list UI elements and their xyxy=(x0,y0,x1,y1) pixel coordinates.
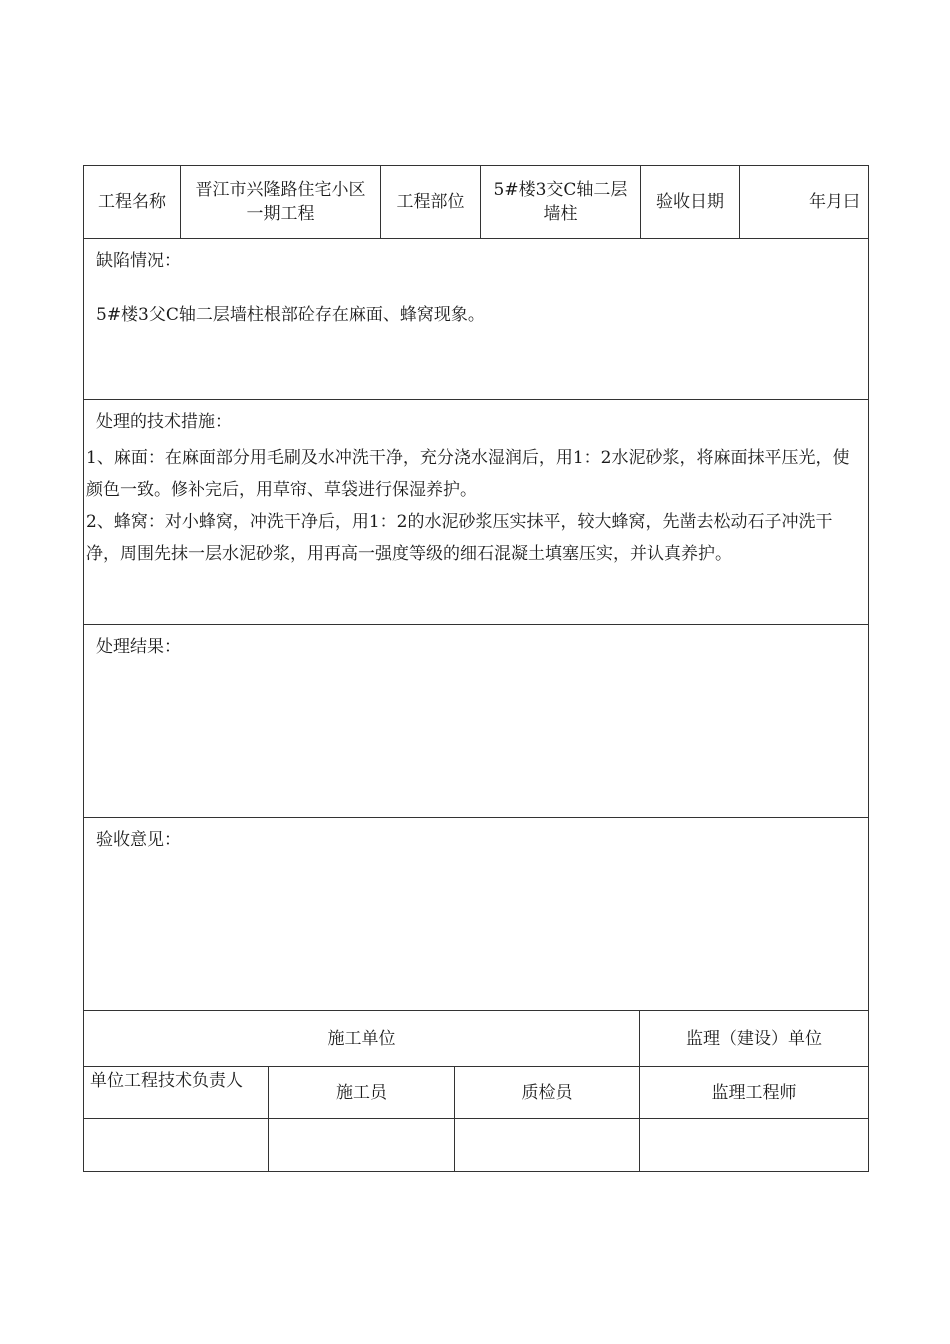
signature-row xyxy=(84,1119,868,1171)
result-title: 处理结果： xyxy=(96,637,181,657)
location-value: 5#楼3交C轴二层墙柱 xyxy=(481,166,641,238)
measure-item: 1、麻面：在麻面部分用毛刷及水冲洗干净，充分浇水湿润后，用1：2水泥砂浆，将麻面抹平压光，使颜色一致。修补完后，用草帘、草袋进行保湿养护。 xyxy=(86,448,850,500)
measure-item: 2、蜂窝：对小蜂窝，冲洗干净后，用1：2的水泥砂浆压实抹平，较大蜂窝，先凿去松动石子冲洗干净，周围先抹一层水泥砂浆，用再高一强度等级的细石混凝土填塞压实，并认真养护。 xyxy=(86,512,833,564)
constructor-label: 施工员 xyxy=(269,1067,455,1118)
acceptance-date-value: 年月曰 xyxy=(809,192,860,212)
project-name-value: 晋江市兴隆路住宅小区一期工程 xyxy=(181,166,381,238)
quality-inspector-label: 质检员 xyxy=(455,1067,640,1118)
supervision-engineer-label: 监理工程师 xyxy=(711,1082,797,1103)
quality-inspector-signature-cell[interactable] xyxy=(455,1119,640,1171)
acceptance-date-label: 验收日期 xyxy=(641,166,740,238)
supervision-engineer-signature-cell[interactable] xyxy=(640,1119,868,1171)
defect-title: 缺陷情况： xyxy=(96,251,181,271)
measures-section xyxy=(84,400,868,625)
tech-lead-signature-cell[interactable] xyxy=(84,1119,269,1171)
defect-content: 5#楼3父C轴二层墙柱根部砼存在麻面、蜂窝现象。 xyxy=(96,305,485,325)
header-row xyxy=(84,166,868,239)
units-row xyxy=(84,1011,868,1067)
roles-row xyxy=(84,1067,868,1119)
construction-unit-label: 施工单位 xyxy=(84,1011,640,1066)
project-name-label: 工程名称 xyxy=(84,166,181,238)
opinion-title: 验收意见： xyxy=(96,830,181,850)
defect-section xyxy=(84,239,868,400)
supervision-unit-label: 监理（建设）单位 xyxy=(686,1028,822,1049)
result-section xyxy=(84,625,868,818)
defect-treatment-form xyxy=(83,165,869,1172)
measures-title: 处理的技术措施： xyxy=(96,412,232,432)
constructor-signature-cell[interactable] xyxy=(269,1119,455,1171)
location-label: 工程部位 xyxy=(381,166,481,238)
tech-lead-label: 单位工程技术负责人 xyxy=(84,1067,269,1118)
opinion-section xyxy=(84,818,868,1011)
